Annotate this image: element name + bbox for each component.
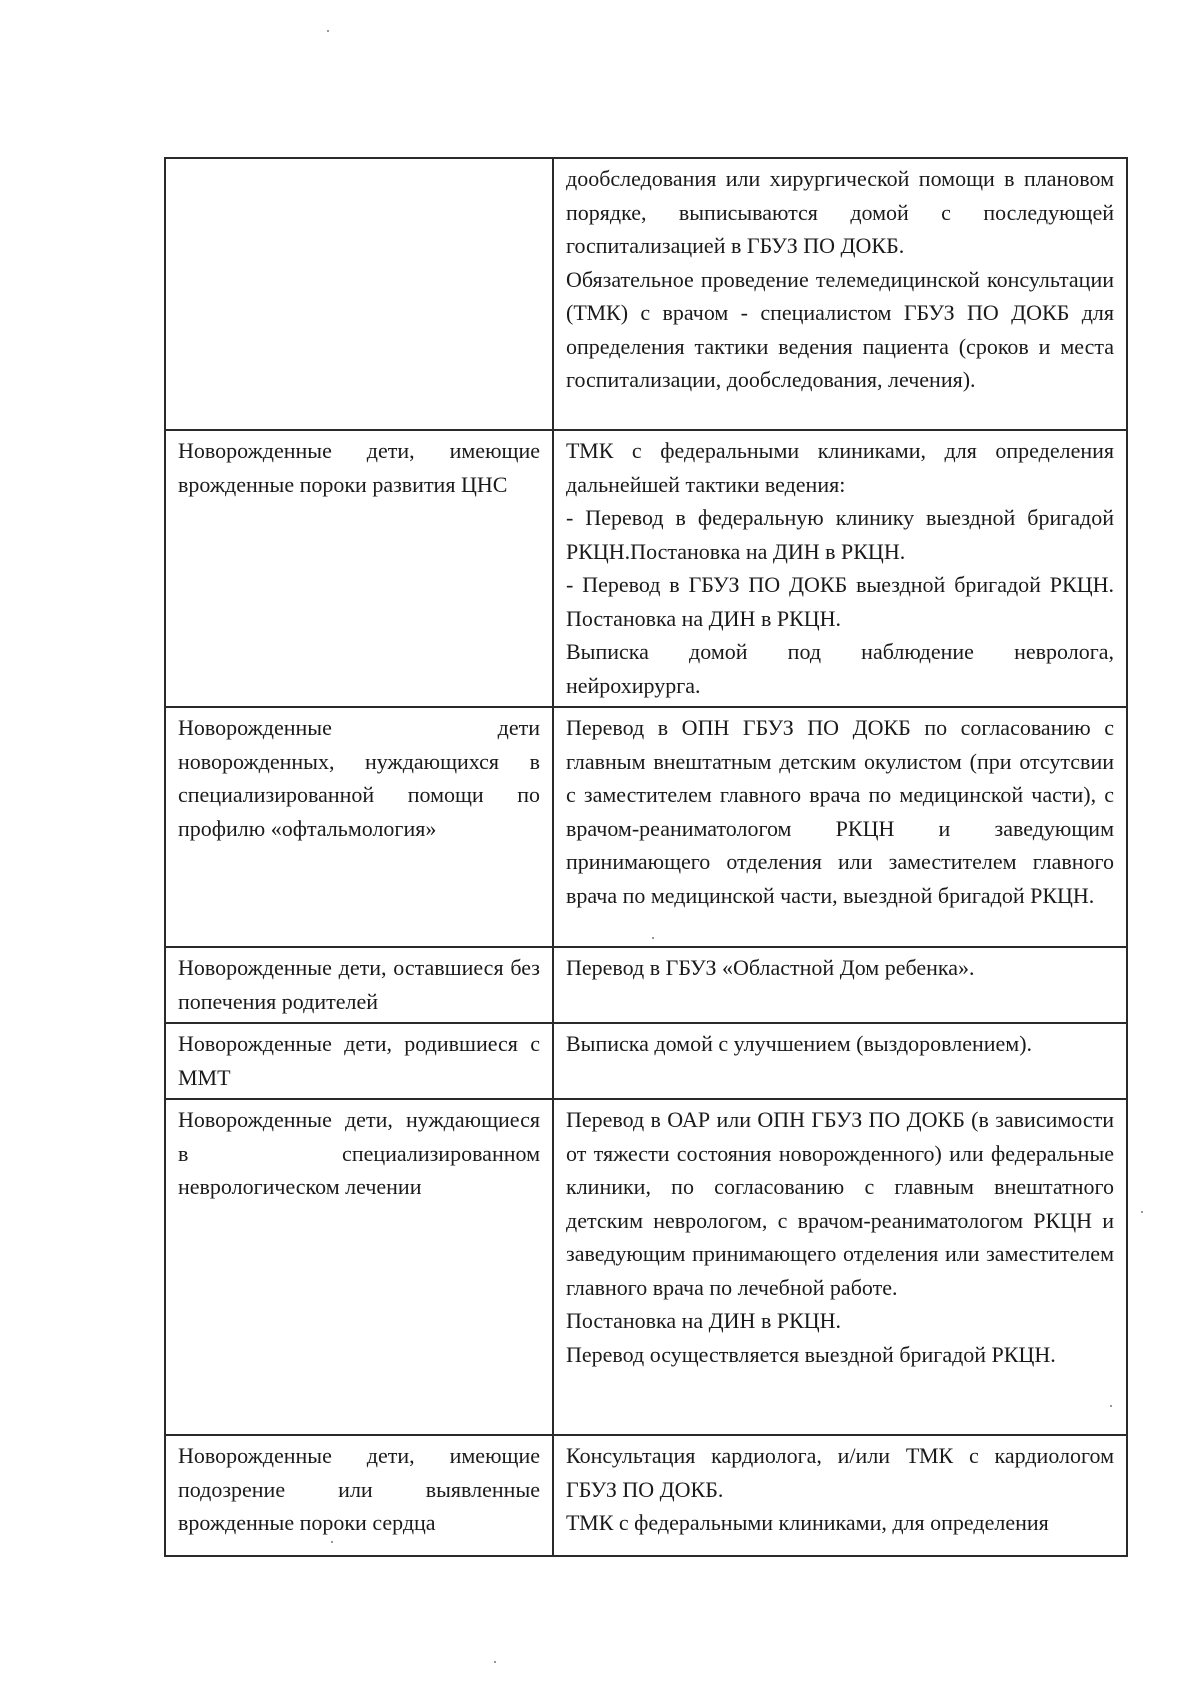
category-text: Новорожденные дети, нуждающиеся в специализированном неврологическом лечении bbox=[178, 1107, 540, 1199]
action-paragraph: Перевод в ОПН ГБУЗ ПО ДОКБ по согласованию с главным внештатным детским окулистом (при отсутсвии с заместителем главного врача по медицинской части), с врачом-реаниматологом РКЦН и заведующим принимающего отделения или заместителем главного врача по медицинской части, выездной бригадой РКЦН. bbox=[566, 715, 1114, 908]
scan-speck bbox=[331, 1541, 333, 1543]
action-paragraph: - Перевод в ГБУЗ ПО ДОКБ выездной бригадой РКЦН. Постановка на ДИН в РКЦН. bbox=[566, 572, 1114, 631]
action-paragraph: Постановка на ДИН в РКЦН. bbox=[566, 1308, 842, 1333]
action-cell bbox=[553, 158, 1127, 430]
category-text: Новорожденные дети, имеющие подозрение или выявленные врожденные пороки сердца bbox=[178, 1443, 540, 1535]
category-cell bbox=[165, 1099, 553, 1435]
category-cell bbox=[165, 1435, 553, 1556]
category-text: Новорожденные дети новорожденных, нуждающихся в специализированной помощи по профилю «офтальмология» bbox=[178, 715, 540, 841]
table-row bbox=[165, 1099, 1127, 1435]
action-cell bbox=[553, 947, 1127, 1023]
table-row bbox=[165, 1023, 1127, 1099]
action-cell bbox=[553, 707, 1127, 947]
table-row bbox=[165, 947, 1127, 1023]
table-row bbox=[165, 430, 1127, 707]
action-paragraph: Перевод в ОАР или ОПН ГБУЗ ПО ДОКБ (в зависимости от тяжести состояния новорожденного) или федеральные клиники, по согласованию с главным внештатного детским неврологом, с врачом-реаниматологом РКЦН и заведующим принимающего отделения или заместителем главного врача по лечебной работе. bbox=[566, 1107, 1114, 1300]
routing-table-body bbox=[165, 158, 1127, 1556]
table-row bbox=[165, 1435, 1127, 1556]
action-paragraph: Перевод в ГБУЗ «Областной Дом ребенка». bbox=[566, 955, 975, 980]
category-text: Новорожденные дети, оставшиеся без попечения родителей bbox=[178, 955, 540, 1014]
action-paragraph: Перевод осуществляется выездной бригадой РКЦН. bbox=[566, 1341, 1056, 1367]
action-cell bbox=[553, 1099, 1127, 1435]
routing-table bbox=[164, 157, 1128, 1557]
table-row bbox=[165, 707, 1127, 947]
scan-speck bbox=[1110, 1405, 1112, 1407]
scan-speck bbox=[652, 937, 654, 939]
category-cell bbox=[165, 1023, 553, 1099]
action-paragraph: - Перевод в федеральную клинику выездной бригадой РКЦН.Постановка на ДИН в РКЦН. bbox=[566, 505, 1114, 564]
action-paragraph: дообследования или хирургической помощи в плановом порядке, выписываются домой с последующей госпитализацией в ГБУЗ ПО ДОКБ. bbox=[566, 166, 1114, 258]
category-text: Новорожденные дети, родившиеся с ММТ bbox=[178, 1031, 540, 1090]
action-cell bbox=[553, 430, 1127, 707]
action-paragraph: Обязательное проведение телемедицинской консультации (ТМК) с врачом - специалистом ГБУЗ ПО ДОКБ для определения тактики ведения пациента (сроков и места госпитализации, дообследования, лечения). bbox=[566, 266, 1114, 392]
action-cell bbox=[553, 1023, 1127, 1099]
action-paragraph: Выписка домой с улучшением (выздоровлением). bbox=[566, 1031, 1033, 1056]
table-row bbox=[165, 158, 1127, 430]
action-cell bbox=[553, 1435, 1127, 1556]
action-paragraph: ТМК с федеральными клиниками, для определения bbox=[566, 1510, 1049, 1535]
category-cell bbox=[165, 947, 553, 1023]
action-paragraph: Выписка домой под наблюдение невролога, нейрохирурга. bbox=[566, 639, 1114, 698]
category-cell bbox=[165, 158, 553, 430]
scan-speck bbox=[327, 30, 329, 32]
scan-speck bbox=[1141, 1211, 1143, 1213]
scan-speck bbox=[494, 1661, 496, 1663]
action-paragraph: ТМК с федеральными клиниками, для определения дальнейшей тактики ведения: bbox=[566, 438, 1114, 497]
category-cell bbox=[165, 707, 553, 947]
action-paragraph: Консультация кардиолога, и/или ТМК с кардиологом ГБУЗ ПО ДОКБ. bbox=[566, 1443, 1114, 1502]
category-text: Новорожденные дети, имеющие врожденные пороки развития ЦНС bbox=[178, 438, 540, 497]
category-cell bbox=[165, 430, 553, 707]
